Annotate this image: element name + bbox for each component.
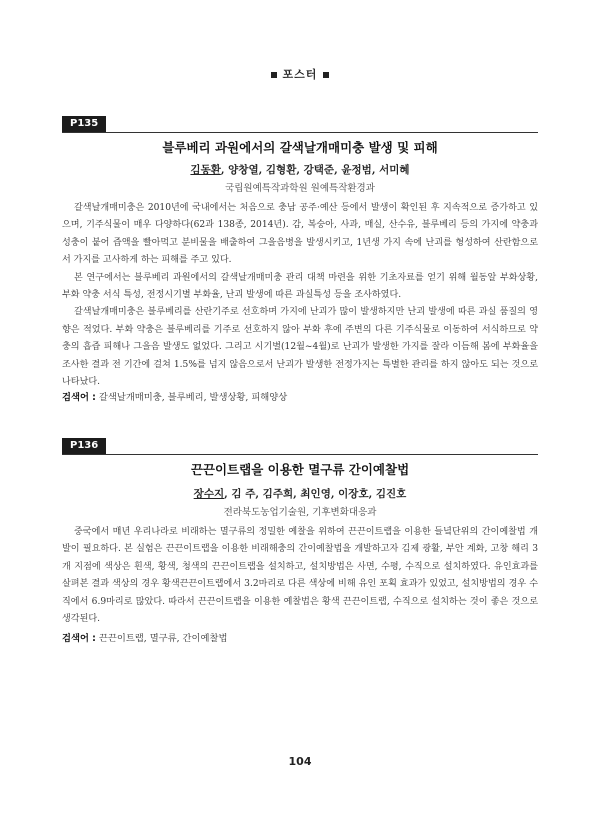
section-header	[0, 66, 600, 82]
author-list	[62, 162, 538, 177]
co-authors: , 김 주, 김주희, 최인영, 이장호, 김진호	[224, 488, 407, 500]
abstract-paragraph: 중국에서 매년 우리나라로 비래하는 멸구류의 정밀한 예찰을 위하여 끈끈이트랩을 이용한 들녘단위의 간이예찰법 개발이 필요하다. 본 실험은 끈끈이트랩을 이용한 비래해충의 간이예찰법을 개발하고자 김제 광활, 부안 계화, 고창 해리 3개 지점에 색상은 흰색, 황색, 청색의 끈끈이트랩을 설치하고, 설치방법은 사면, 수평, 수직으로 설치하였다. 유인효과를 살펴본 결과 색상의 경우 황색끈끈이트랩에서 3.2마리로 다른 색상에 비해 유인 포획 효과가 있었고, 설치방법의 경우 수직에서 6.9마리로 많았다. 따라서 끈끈이트랩을 이용한 예찰법은 황색 끈끈이트랩, 수직으로 설치하는 것이 좋은 것으로 생각된다.	[62, 527, 538, 625]
abstract-paragraph: 본 연구에서는 블루베리 과원에서의 갈색날개매미충 관리 대책 마련을 위한 기초자료를 얻기 위해 월동알 부화상황, 부화 약충 서식 특성, 전정시기별 부화율, 난괴 발생에 따른 과실특성 등을 조사하였다.	[62, 272, 538, 301]
presenting-author: 김동환	[190, 164, 221, 176]
abstract-id-badge: P135	[62, 116, 106, 132]
presenting-author: 장수지	[193, 488, 225, 500]
divider	[62, 454, 538, 455]
abstract-title: 블루베리 과원에서의 갈색날개매미충 발생 및 피해	[162, 140, 438, 155]
divider	[62, 132, 538, 133]
abstract-paragraph: 갈색날개매미충은 블루베리를 산란기주로 선호하며 가지에 난괴가 많이 발생하지만 난괴 발생에 따른 과실 품질의 영향은 적었다. 부화 약충은 블루베리를 기주로 선호하지 않아 부화 후에 주변의 다른 기주식물로 이동하여 서식하므로 약충의 흡즙 피해나 그을음 발생도 없었다. 그리고 시기별(12월~4월)로 난괴가 발생한 가지를 잘라 이듬해 봄에 부화율을 조사한 결과 전 기간에 걸쳐 1.5%를 넘지 않음으로서 난괴가 발생한 전정가지는 특별한 관리를 하지 않아도 되는 것으로 나타났다.	[62, 307, 538, 388]
square-bullet-icon	[323, 72, 329, 78]
abstract-body	[62, 200, 538, 391]
keywords-value: 갈색날개매미충, 블루베리, 발생상황, 피해양상	[98, 392, 288, 403]
keywords	[62, 630, 538, 644]
square-bullet-icon	[271, 72, 277, 78]
section-header-label: 포스터	[282, 68, 318, 81]
keywords	[62, 389, 538, 403]
affiliation: 국립원예특작과학원 원예특작환경과	[225, 183, 375, 194]
keywords-label: 검색어 :	[62, 633, 96, 644]
abstract-id-badge: P136	[62, 438, 106, 454]
abstract-body	[62, 524, 538, 628]
affiliation: 전라북도농업기술원, 기후변화대응과	[223, 507, 377, 518]
author-list	[62, 486, 538, 501]
page-number: 104	[288, 755, 312, 768]
co-authors: , 양창열, 김형환, 강택준, 윤정범, 서미혜	[220, 164, 410, 176]
keywords-value: 끈끈이트랩, 멸구류, 간이예찰법	[98, 633, 228, 644]
abstract-title: 끈끈이트랩을 이용한 멸구류 간이예찰법	[190, 462, 410, 477]
abstract-paragraph: 갈색날개매미충은 2010년에 국내에서는 처음으로 충남 공주·예산 등에서 발생이 확인된 후 지속적으로 증가하고 있으며, 기주식물이 매우 다양하다(62과 138종, 2014년). 감, 복숭아, 사과, 매실, 산수유, 블루베리 등의 가지에 약충과 성충이 붙어 즙액을 빨아먹고 분비물을 배출하여 그을음병을 발생시키고, 1년생 가지 속에 난괴를 형성하여 산란함으로서 가지를 고사하게 하는 피해를 주고 있다.	[62, 203, 538, 266]
keywords-label: 검색어 :	[62, 392, 96, 403]
